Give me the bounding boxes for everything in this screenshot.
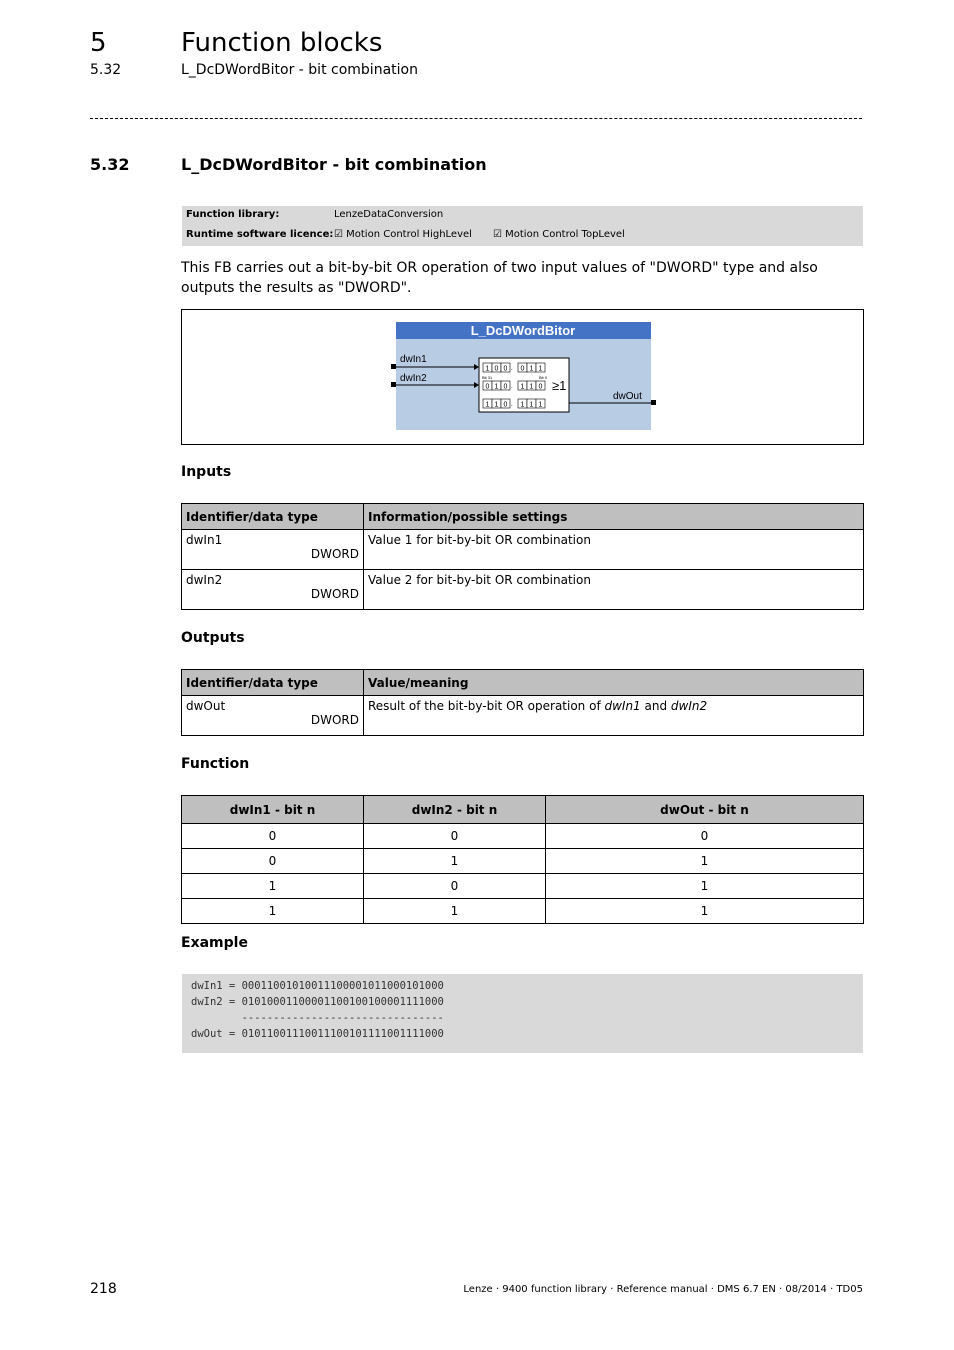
bit-value: 0	[494, 365, 499, 373]
library-label: Function library:	[186, 209, 280, 220]
identifier-type: DWORD	[310, 547, 359, 561]
bit-value: 1	[538, 401, 543, 409]
identifier-type: DWORD	[310, 713, 359, 727]
bit-value: 1	[538, 365, 543, 373]
bit-value: 0	[503, 365, 508, 373]
code-line-dwout: dwOut = 01011001110011100101111001111000	[191, 1028, 444, 1040]
chapter-number: 5	[90, 28, 107, 58]
col-dwin2-bit: dwIn2 - bit n	[364, 796, 546, 824]
info-text: Value 2 for bit-by-bit OR combination	[368, 573, 591, 587]
identifier-name: dwOut	[186, 699, 226, 713]
code-line-dwin2: dwIn2 = 01010001100001100100100001111000	[191, 996, 444, 1008]
library-value: LenzeDataConversion	[334, 209, 444, 220]
bit-value: 1	[520, 401, 525, 409]
bit-ellipsis: .	[511, 384, 513, 390]
library-info-box	[182, 206, 863, 246]
header-divider	[90, 118, 862, 119]
section-number: 5.32	[90, 155, 130, 174]
table-row	[182, 696, 864, 736]
identifier-type: DWORD	[310, 587, 359, 601]
bit-value: 1	[494, 383, 499, 391]
output-connector	[651, 400, 656, 405]
output-label: dwOut	[613, 391, 642, 402]
function-block-diagram	[181, 309, 864, 445]
var-dwin2: dwIn2	[670, 699, 708, 713]
input-connector-2	[391, 382, 396, 387]
function-header-row	[182, 796, 864, 824]
table-row	[182, 824, 864, 849]
code-line-separator: --------------------------------	[191, 1012, 444, 1024]
outputs-col-identifier: Identifier/data type	[182, 670, 364, 696]
col-dwin1-bit: dwIn1 - bit n	[182, 796, 364, 824]
identifier-name: dwIn1	[186, 533, 223, 547]
table-cell: 0	[182, 849, 364, 874]
inputs-col-info: Information/possible settings	[364, 504, 864, 530]
table-cell: 0	[364, 824, 546, 849]
bit-value: 1	[520, 383, 525, 391]
function-truth-table	[181, 795, 864, 924]
bit-value: 1	[529, 401, 534, 409]
table-cell: 0	[364, 874, 546, 899]
intro-paragraph: This FB carries out a bit-by-bit OR operation of two input values of "DWORD" type and also outputs the results as "DWORD".	[181, 260, 818, 296]
inputs-header-row	[182, 504, 864, 530]
input-label-2: dwIn2	[400, 373, 427, 384]
table-row	[182, 530, 864, 570]
example-heading: Example	[181, 935, 248, 951]
bit0-label: Bit 0	[539, 375, 548, 380]
col-dwout-bit: dwOut - bit n	[546, 796, 864, 824]
example-code-block	[182, 974, 863, 1053]
table-cell: 1	[546, 899, 864, 924]
licence-toplevel: ☑ Motion Control TopLevel	[493, 229, 625, 240]
outputs-header-row	[182, 670, 864, 696]
bit-value: 0	[503, 401, 508, 409]
outputs-heading: Outputs	[181, 630, 245, 646]
bit-value: 0	[538, 383, 543, 391]
table-cell: 1	[546, 874, 864, 899]
table-row	[182, 570, 864, 610]
var-dwin1: dwIn1	[604, 699, 641, 713]
info-text: Result of the bit-by-bit OR operation of dwIn1 and dwIn2	[368, 699, 708, 713]
outputs-col-value: Value/meaning	[364, 670, 864, 696]
table-cell: 1	[364, 899, 546, 924]
input-label-1: dwIn1	[400, 354, 427, 365]
info-text: Value 1 for bit-by-bit OR combination	[368, 533, 591, 547]
outputs-table	[181, 669, 864, 736]
bit-ellipsis: .	[511, 366, 513, 372]
function-block-svg	[182, 310, 863, 444]
table-cell: 1	[546, 849, 864, 874]
table-row	[182, 899, 864, 924]
bit-value: 1	[485, 401, 490, 409]
identifier-name: dwIn2	[186, 573, 223, 587]
licence-label: Runtime software licence:	[186, 229, 334, 240]
bit-value: 0	[485, 383, 490, 391]
table-cell: 0	[546, 824, 864, 849]
input-connector-1	[391, 364, 396, 369]
bit-value: 0	[503, 383, 508, 391]
or-operator: ≥1	[552, 378, 567, 393]
bit-value: 1	[529, 383, 534, 391]
section-title: L_DcDWordBitor - bit combination	[181, 155, 487, 174]
table-row	[182, 874, 864, 899]
bit-value: 1	[485, 365, 490, 373]
licence-highlevel: ☑ Motion Control HighLevel	[334, 229, 472, 240]
bit-value: 1	[529, 365, 534, 373]
table-cell: 1	[182, 899, 364, 924]
footer-reference: Lenze · 9400 function library · Reference manual · DMS 6.7 EN · 08/2014 · TD05	[463, 1284, 863, 1295]
table-cell: 1	[182, 874, 364, 899]
bit31-label: Bit 31	[482, 375, 493, 380]
page-number: 218	[90, 1281, 117, 1297]
table-cell: 0	[182, 824, 364, 849]
code-line-dwin1: dwIn1 = 00011001010011100001011000101000	[191, 980, 444, 992]
bit-value: 0	[520, 365, 525, 373]
inputs-col-identifier: Identifier/data type	[182, 504, 364, 530]
header-section-number: 5.32	[90, 62, 122, 78]
inputs-heading: Inputs	[181, 464, 232, 480]
table-row	[182, 849, 864, 874]
inputs-table	[181, 503, 864, 610]
chapter-title: Function blocks	[181, 28, 383, 58]
table-cell: 1	[364, 849, 546, 874]
bit-value: 1	[494, 401, 499, 409]
block-title: L_DcDWordBitor	[470, 323, 576, 338]
function-heading: Function	[181, 756, 250, 772]
header-section-title: L_DcDWordBitor - bit combination	[181, 62, 418, 78]
bit-ellipsis: .	[511, 402, 513, 408]
